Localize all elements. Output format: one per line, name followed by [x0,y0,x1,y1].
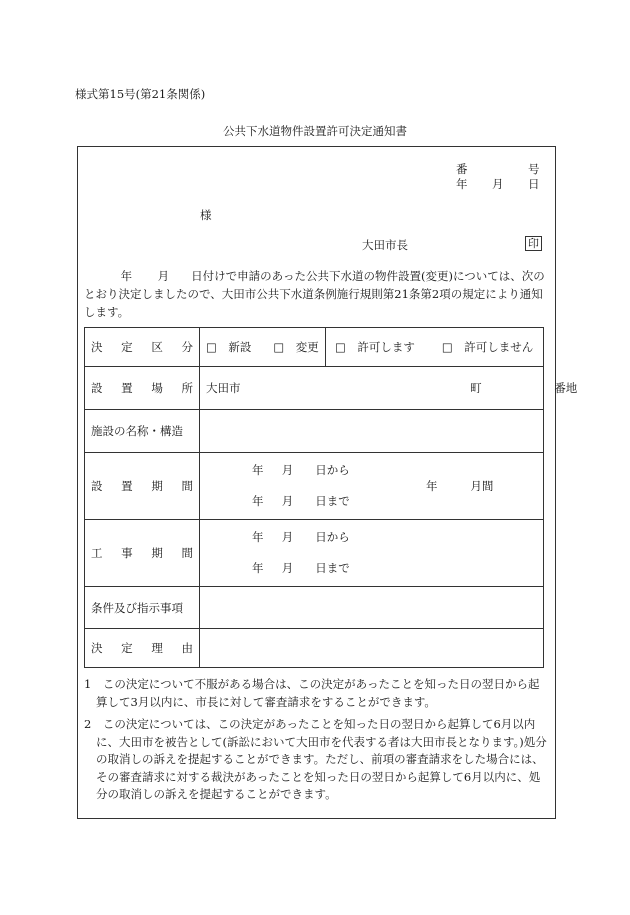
date-day-label: 日 [528,177,540,191]
decision-table [84,327,578,668]
reason-value[interactable] [200,629,544,668]
addressee-suffix: 様 [200,208,212,222]
issuer-name: 大田市長 [362,238,408,252]
notice-body [84,267,550,321]
decision-type-label: 決 定 区 分 [91,340,193,354]
install-duration-year: 年 [426,479,438,493]
install-period-label: 設 置 期 間 [91,479,193,493]
row-location [85,367,544,410]
note-1: 1 この決定について不服がある場合は、この決定があったことを知った日の翌日から起算して3月以内に、市長に対して審査請求をすることができます。 [84,677,540,709]
option-permit[interactable]: □ 許可します [335,340,415,354]
body-text: 日付けで申請のあった公共下水道の物件設置(変更)については、次のとおり決定しましたので、大田市公共下水道条例施行規則第21条第2項の規定により通知します。 [84,269,545,319]
row-decision-type [85,328,544,367]
body-date-year: 年 [120,269,133,283]
install-to-year: 年 [252,494,264,508]
work-from-day: 日から [315,530,350,544]
number-label-ban: 番 [456,162,468,176]
work-from-year: 年 [252,530,264,544]
option-change[interactable]: □ 変更 [273,340,319,354]
form-number: 様式第15号(第21条関係) [75,87,206,101]
seal-stamp: 印 [525,236,542,251]
option-new[interactable]: □ 新設 [206,340,252,354]
location-city: 大田市 [206,381,241,395]
date-month-label: 月 [492,177,504,191]
notes [84,676,550,809]
row-work-period [85,520,544,587]
facility-value[interactable] [200,410,544,453]
location-town: 町 [470,381,482,395]
facility-label: 施設の名称・構造 [91,424,183,438]
row-facility [85,410,544,453]
install-from-month: 月 [281,463,294,477]
location-label: 設 置 場 所 [91,381,193,395]
document-title: 公共下水道物件設置許可決定通知書 [223,124,407,138]
option-deny[interactable]: □ 許可しません [441,340,534,354]
row-reason [85,629,544,668]
row-conditions [85,587,544,629]
install-from-day: 日から [315,463,350,477]
reason-label: 決 定 理 由 [91,641,193,655]
install-to-month: 月 [281,494,294,508]
location-lot: 番地 [554,381,578,395]
work-to-year: 年 [252,561,264,575]
work-period-label: 工 事 期 間 [91,546,193,560]
install-duration-month: 月間 [470,479,494,493]
work-to-month: 月 [281,561,294,575]
work-from-month: 月 [281,530,294,544]
install-from-year: 年 [252,463,264,477]
conditions-value[interactable] [200,587,544,629]
date-year-label: 年 [456,177,468,191]
row-install-period [85,453,544,520]
body-date-month: 月 [157,269,170,283]
number-label-go: 号 [528,162,540,176]
work-to-day: 日まで [315,561,350,575]
install-to-day: 日まで [315,494,350,508]
note-2: 2 この決定については、この決定があったことを知った日の翌日から起算して6月以内に、大田市を被告として(訴訟において大田市を代表する者は大田市長となります。)処分の取消しの訴えを提起することができます。ただし、前項の審査請求をした場合には、その審査請求に対する裁決があったことを知った日の翌日から起算して6月以内に、処分の取消しの訴えを提起することができます。 [84,717,547,801]
conditions-label: 条件及び指示事項 [91,600,183,615]
